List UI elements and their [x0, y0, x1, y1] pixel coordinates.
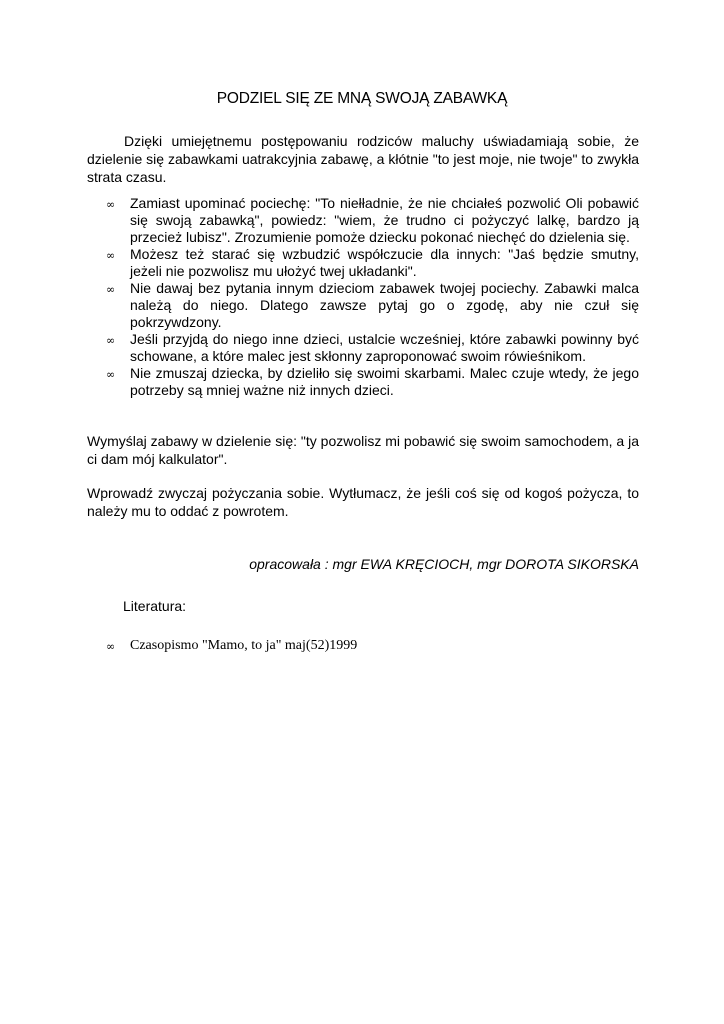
list-item-text: Zamiast upominać pociechę: "To niełładnie, że nie chciałeś pozwolić Oli pobawić się swoją zabawką", powiedz: "wiem, że trudno ci pożyczyć lalkę, bardzo ją przecież lubisz". Zrozumienie pomoże dziecku pokonać niechęć do dzielenia się. [130, 195, 639, 245]
infinity-bullet-icon: ∞ [106, 249, 116, 262]
list-item [87, 365, 639, 399]
list-item-text: Możesz też starać się wzbudzić współczucie dla innych: "Jaś będzie smutny, jeżeli nie pozwolisz mu ułożyć twej układanki". [130, 246, 639, 279]
literature-item [87, 637, 639, 654]
infinity-bullet-icon: ∞ [106, 334, 116, 347]
intro-paragraph: Dzięki umiejętnemu postępowaniu rodziców maluchy uświadamiają sobie, że dzielenie się zabawkami uatrakcyjnia zabawę, a kłótnie "to jest moje, nie twoje" to zwykła strata czasu. [87, 133, 639, 185]
author-signature: opracowała : mgr EWA KRĘCIOCH, mgr DOROTA SIKORSKA [249, 556, 639, 572]
infinity-bullet-icon: ∞ [106, 368, 116, 381]
list-item [87, 246, 639, 280]
lending-paragraph: Wprowadź zwyczaj pożyczania sobie. Wytłumacz, że jeśli coś się od kogoś pożycza, to należy mu to oddać z powrotem. [87, 485, 639, 519]
list-item-text: Jeśli przyjdą do niego inne dzieci, ustalcie wcześniej, które zabawki powinny być schowane, a które malec jest skłonny zaproponować swoim rówieśnikom. [130, 331, 639, 364]
literature-list [87, 637, 639, 654]
list-item [87, 195, 639, 246]
document-title: PODZIEL SIĘ ZE MNĄ SWOJĄ ZABAWKĄ [216, 90, 508, 107]
infinity-bullet-icon: ∞ [106, 283, 116, 296]
list-item-text: Nie dawaj bez pytania innym dzieciom zabawek twojej pociechy. Zabawki malca należą do niego. Dlatego zawsze pytaj go o zgodę, aby nie czuł się pokrzywdzony. [130, 280, 639, 330]
list-item-text: Nie zmuszaj dziecka, by dzieliło się swoimi skarbami. Malec czuje wtedy, że jego potrzeby są mniej ważne niż innych dzieci. [130, 365, 639, 398]
literature-heading: Literatura: [123, 598, 187, 614]
list-item [87, 331, 639, 365]
tips-list [87, 195, 639, 399]
literature-item-text: Czasopismo "Mamo, to ja" maj(52)1999 [130, 638, 358, 653]
infinity-bullet-icon: ∞ [106, 640, 116, 653]
infinity-bullet-icon: ∞ [106, 198, 116, 211]
list-item [87, 280, 639, 331]
games-paragraph: Wymyślaj zabawy w dzielenie się: "ty pozwolisz mi pobawić się swoim samochodem, a ja ci dam mój kalkulator". [87, 433, 639, 467]
